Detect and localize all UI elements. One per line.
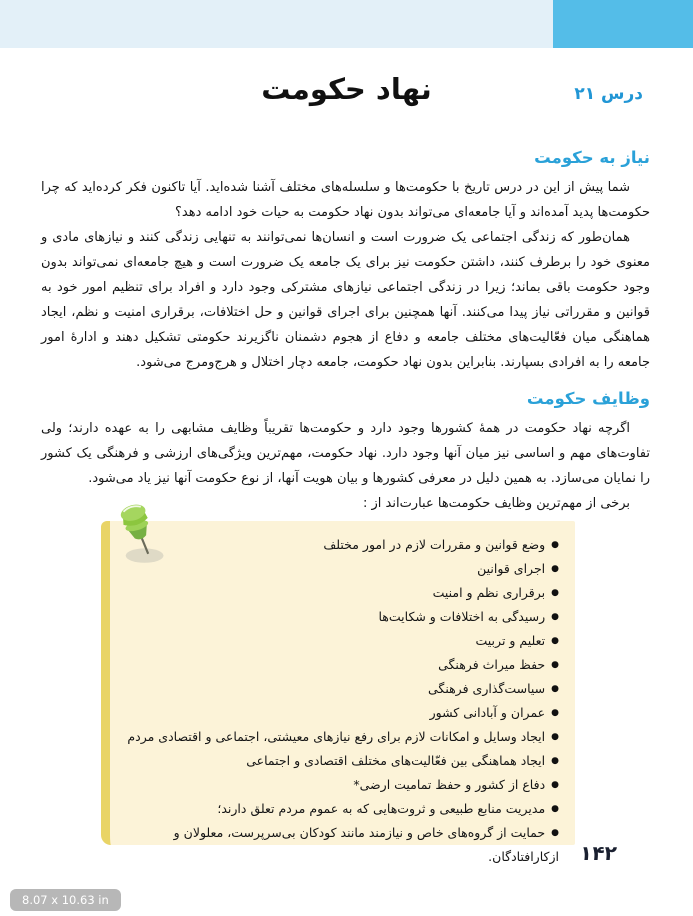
- duties-list-item: ● سیاست‌گذاری فرهنگی: [120, 677, 559, 701]
- duties-list: [110, 521, 575, 869]
- duties-list-item: ● برقراری نظم و امنیت: [120, 581, 559, 605]
- duties-list-item: ● دفاع از کشور و حفظ تمامیت ارضی*: [120, 773, 559, 797]
- page-title: نهاد حکومت: [261, 72, 432, 106]
- pushpin-icon: [114, 501, 168, 567]
- duties-list-item: ● مدیریت منابع طبیعی و ثروت‌هایی که به عموم مردم تعلق دارند؛: [120, 797, 559, 821]
- body-paragraph: شما پیش از این در درس تاریخ با حکومت‌ها و سلسله‌های مختلف آشنا شده‌اید. آیا تاکنون فکر کرده‌اید که چرا حکومت‌ها پدید آمده‌اند و آیا جامعه‌ای می‌تواند بدون نهاد حکومت به حیات خود ادامه دهد؟: [41, 180, 650, 220]
- duties-list-item: ● رسیدگی به اختلافات و شکایت‌ها: [120, 605, 559, 629]
- header-band: [0, 0, 693, 48]
- section-need-for-government: [41, 148, 650, 375]
- list-lead-in: برخی از مهم‌ترین وظایف حکومت‌ها عبارت‌اند از :: [362, 496, 630, 511]
- duties-list-item: ● حفظ میراث فرهنگی: [120, 653, 559, 677]
- duties-list-item: ● اجرای قوانین: [120, 557, 559, 581]
- duties-list-item: ● ایجاد هماهنگی بین فعّالیت‌های مختلف اقتصادی و اجتماعی: [120, 749, 559, 773]
- duties-list-item: ● ایجاد وسایل و امکانات لازم برای رفع نیازهای معیشتی، اجتماعی و اقتصادی مردم: [120, 725, 559, 749]
- lesson-label: درس ۲۱: [574, 84, 643, 104]
- body-text-block: [41, 148, 650, 516]
- section-heading: وظایف حکومت: [526, 389, 650, 408]
- duties-list-item: ● حمایت از گروه‌های خاص و نیازمند مانند کودکان بی‌سرپرست، معلولان و ازکارافتادگان.: [120, 821, 559, 869]
- body-paragraph: همان‌طور که زندگی اجتماعی یک ضرورت است و انسان‌ها نمی‌توانند به تنهایی زندگی کنند و نیازهای مادی و معنوی خود را برطرف کنند، داشتن حکومت نیز برای یک جامعه یک ضرورت است و هیچ جامعه‌ای نمی‌تواند بدون وجود حکومت باقی بماند؛ زیرا در زندگی اجتماعی نیازهای مشترکی وجود دارد و افراد برای تنظیم امور خود به قوانین و مقرراتی نیاز پیدا می‌کنند. آنها همچنین برای اجرای قوانین و حل اختلافات، برقراری امنیت و نظم، ایجاد هماهنگی میان فعّالیت‌های مختلف جامعه و دفاع از هجوم دشمنان ناگزیرند حکومتی تشکیل دهند و ادارهٔ امور جامعه را به افرادی بسپارند. بنابراین بدون نهاد حکومت، جامعه دچار اختلال و هرج‌ومرج می‌شود.: [41, 230, 650, 370]
- header-band-accent: [553, 0, 693, 48]
- page-number: ۱۴۲: [579, 841, 619, 865]
- duties-list-item: ● وضع قوانین و مقررات لازم در امور مختلف: [120, 533, 559, 557]
- section-duties-of-government: [41, 389, 650, 516]
- duties-list-item: ● عمران و آبادانی کشور: [120, 701, 559, 725]
- page-size-badge: 8.07 x 10.63 in: [10, 889, 121, 911]
- duties-note-box: [101, 521, 575, 864]
- body-paragraph: اگرچه نهاد حکومت در همهٔ کشورها وجود دارد و حکومت‌ها تقریباً وظایف مشابهی را به عهده دارند؛ ولی تفاوت‌های مهم و اساسی نیز میان آنها وجود دارد. نهاد حکومت، مهم‌ترین ویژگی‌های ارزشی و فرهنگی یک کشور را نمایان می‌سازد. به همین دلیل در معرفی کشورها و بیان هویت آنها، از نوع حکومت آنها نیز یاد می‌شود.: [41, 421, 650, 486]
- duties-list-item: ● تعلیم و تربیت: [120, 629, 559, 653]
- section-heading: نیاز به حکومت: [534, 148, 650, 167]
